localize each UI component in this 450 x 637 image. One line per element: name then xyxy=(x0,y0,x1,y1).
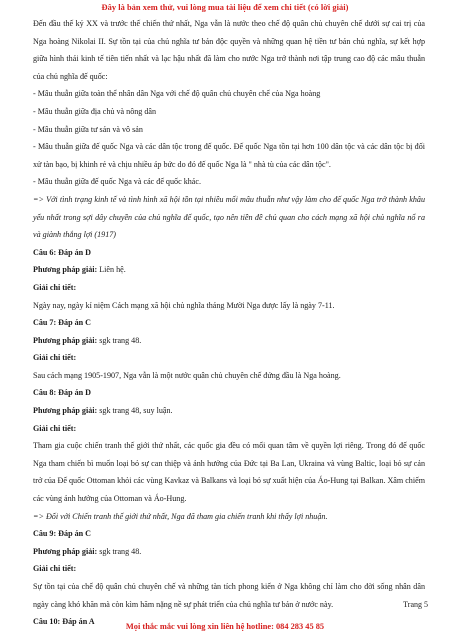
method-label: Phương pháp giải: xyxy=(33,265,98,275)
method-text: sgk trang 48, suy luận. xyxy=(97,406,173,416)
method-text: sgk trang 48. xyxy=(97,546,142,556)
question-8-title: Câu 8: Đáp án D xyxy=(33,388,92,398)
bullet-item: - Mâu thuẫn giữa toàn thể nhân dân Nga với chế độ quân chủ chuyên chế của Nga hoàng xyxy=(33,89,321,99)
question-7-title: Câu 7: Đáp án C xyxy=(33,318,92,328)
question-9-method xyxy=(33,543,425,561)
question-6-title: Câu 6: Đáp án D xyxy=(33,247,92,257)
preview-banner: Đây là bản xem thử, vui lòng mua tài liệu để xem chi tiết (có lời giải) xyxy=(101,3,349,12)
question-6-detail: Ngày nay, ngày kỉ niệm Cách mạng xã hội chủ nghĩa tháng Mười Nga được lấy là ngày 7-11. xyxy=(33,300,335,310)
intro-paragraph: Đến đầu thế kỷ XX và trước thế chiến thứ nhất, Nga vẫn là nước theo chế độ quân chủ chuyên chế dưới sự cai trị của Nga hoàng Nikolai II. Sự tồn tại của chủ nghĩa tư bản độc quyền và những quan hệ tiền tư bản chủ nghĩa, sự kết hợp giữa hình thái kinh tế tiên tiến nhất và lạc hậu nhất đã làm cho nước Nga trở thành nơi tập trung cao độ các mâu thuẫn của chủ nghĩa đế quốc: xyxy=(33,19,425,81)
question-10-title: Câu 10: Đáp án A xyxy=(33,617,95,627)
method-label: Phương pháp giải: xyxy=(33,406,98,416)
detail-label: Giải chi tiết: xyxy=(33,282,77,292)
method-text: Liên hệ. xyxy=(97,265,126,275)
method-text: sgk trang 48. xyxy=(97,335,142,345)
detail-label: Giải chi tiết: xyxy=(33,564,77,574)
method-label: Phương pháp giải: xyxy=(33,546,98,556)
detail-label: Giải chi tiết: xyxy=(33,423,77,433)
question-8-detail: Tham gia cuộc chiến tranh thế giới thứ nhất, các quốc gia đều có mối quan tâm về quyền lợi riêng. Trong đó đế quốc Nga tham chiến bì muốn loại bỏ sự can thiệp và ảnh hưởng của Đức tại Ba Lan, Ukraina và vùng Baltic, loại bỏ sự cản trở của Đế quốc Ottoman khỏi các vùng Kavkaz và Balkans và loại bỏ sự xuất hiện của Áo-Hung tại Balkan. Xâm chiếm các vùng ảnh hưởng của Ottoman và Áo-Hung. xyxy=(33,441,425,504)
question-9-title: Câu 9: Đáp án C xyxy=(33,529,92,539)
question-9-detail: Sự tồn tại của chế độ quân chủ chuyên chế và những tàn tích phong kiến ở Nga không chỉ làm cho đời sống nhân dân ngày càng khó khăn mà còn kìm hãm nặng nề sự phát triển của chủ nghĩa tư bản ở nước này. xyxy=(33,582,425,609)
question-6-method xyxy=(33,261,425,279)
question-8-note: => Đối với Chiến tranh thế giới thứ nhất, Nga đã tham gia chiến tranh khi thấy lợi nhuận. xyxy=(33,511,328,521)
bullet-item: - Mâu thuẫn giữa tư sản và vô sản xyxy=(33,124,143,134)
method-label: Phương pháp giải: xyxy=(33,335,98,345)
question-8-method xyxy=(33,402,425,420)
hotline-footer: Mọi thắc mắc vui lòng xin liên hệ hotline: 084 283 45 85 xyxy=(125,622,325,631)
bullet-item: - Mâu thuẫn giữa địa chủ và nông dân xyxy=(33,106,157,116)
document-body xyxy=(33,15,425,631)
conclusion-note: => Với tình trạng kinh tế và tình hình xã hội tồn tại nhiều mối mâu thuẫn như vậy làm cho đế quốc Nga trở thành khâu yếu nhất trong sợi dây chuyền của chủ nghĩa đế quốc, tạo nên tiền đề chủ quan cho cách mạng xã hội chủ nghĩa nổ ra và giành thắng lợi (1917) xyxy=(33,194,425,240)
detail-label: Giải chi tiết: xyxy=(33,353,77,363)
bullet-item: - Mâu thuẫn giữa đế quốc Nga và các đế quốc khác. xyxy=(33,177,201,187)
question-7-method xyxy=(33,332,425,350)
page-number: Trang 5 xyxy=(403,600,428,609)
bullet-item: - Mâu thuẫn giữa đế quốc Nga và các dân tộc trong đế quốc. Đế quốc Nga tồn tại hơn 100 dân tộc và các dân tộc bị đối xử tàn bạo, bị khinh rẻ và chịu nhiều áp bức do đó đế quốc Nga là " nhà tù của các dân tộc". xyxy=(33,142,425,169)
question-7-detail: Sau cách mạng 1905-1907, Nga vẫn là một nước quân chủ chuyên chế đứng đầu là Nga hoàng. xyxy=(33,370,341,380)
